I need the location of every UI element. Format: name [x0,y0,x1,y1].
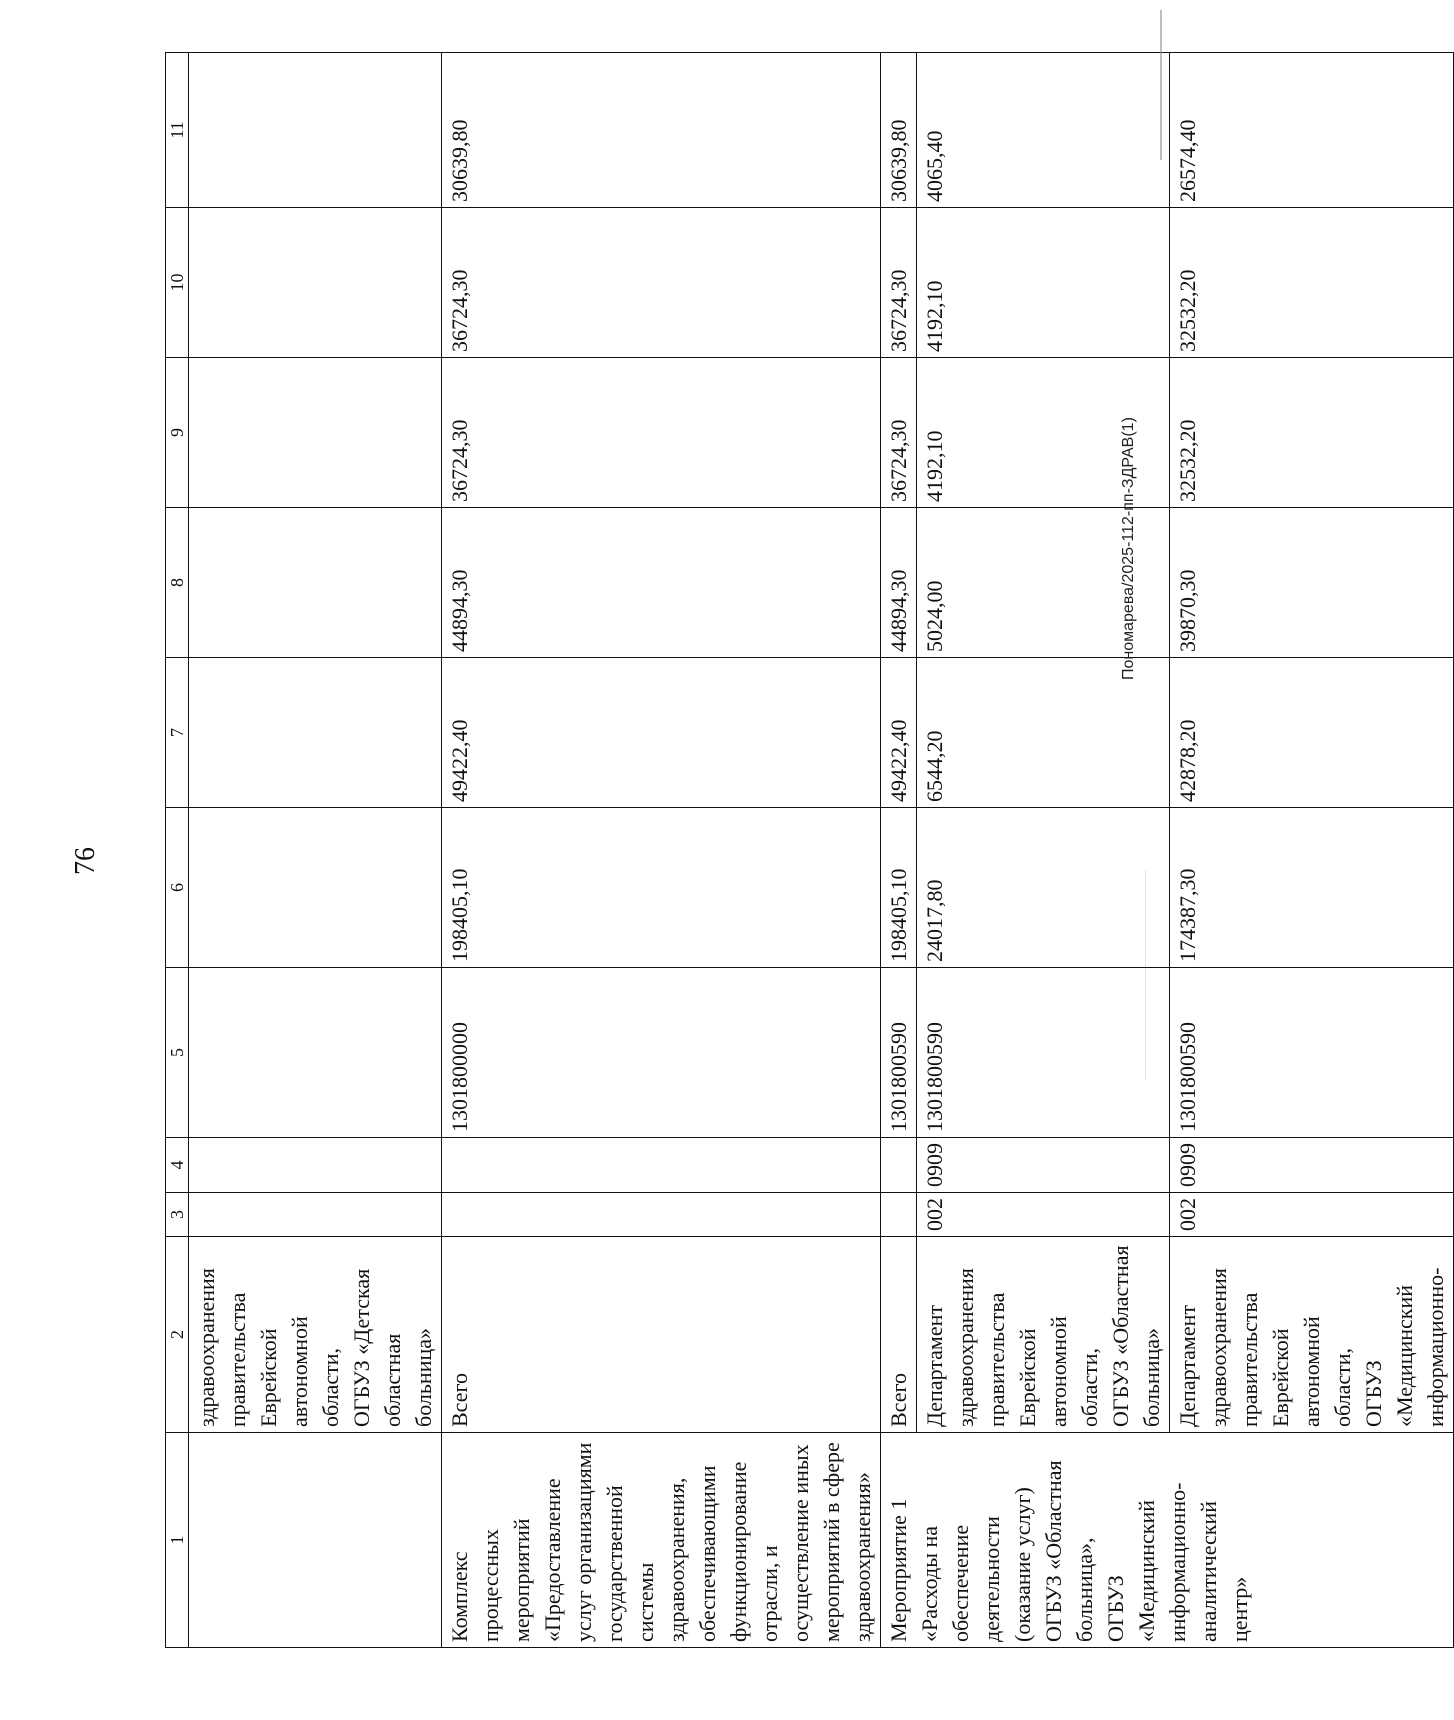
table-row [881,53,917,1648]
table-cell: 24017,80 [917,808,1170,968]
table-cell: Мероприятие 1 «Расходы на обеспечение деятельности (оказание услуг) ОГБУЗ «Областная больница», ОГБУЗ «Медицинский информационно- аналитический центр» [881,1433,1454,1648]
table-cell: 42878,20 [1170,658,1454,808]
table-cell [189,968,442,1138]
table-cell: 198405,10 [442,808,881,968]
table-cell: Всего [442,1237,881,1433]
table-cell [189,658,442,808]
table-cell [189,508,442,658]
column-header: 4 [166,1138,189,1193]
table-cell: 39870,30 [1170,508,1454,658]
column-header: 5 [166,968,189,1138]
table-cell: 36724,30 [442,208,881,358]
scan-artifact [1145,870,1146,1080]
scan-artifact [1160,10,1162,160]
table-cell [881,1193,917,1237]
table-cell: 0909 [917,1138,1170,1193]
column-header: 7 [166,658,189,808]
table-row [189,53,442,1648]
table-cell: 49422,40 [881,658,917,808]
table-cell [442,1138,881,1193]
table-cell: 1301800590 [1170,968,1454,1138]
table-cell: 36724,30 [881,358,917,508]
table-cell: 32532,20 [1170,358,1454,508]
table-cell [189,208,442,358]
table-cell: 002 [1170,1193,1454,1237]
table-cell: 174387,30 [1170,808,1454,968]
table-row [442,53,881,1648]
table-cell: 30639,80 [881,53,917,208]
page-number: 76 [70,847,101,875]
table-cell: 30639,80 [442,53,881,208]
table-cell: 1301800590 [917,968,1170,1138]
column-header: 1 [166,1433,189,1648]
column-header: 11 [166,53,189,208]
table-row [1170,53,1454,1648]
column-header: 3 [166,1193,189,1237]
table-cell [189,1138,442,1193]
table-cell: Департамент здравоохранения правительства Еврейской автономной области, ОГБУЗ «Медицинский информационно- [1170,1237,1454,1433]
table-cell: 49422,40 [442,658,881,808]
table-cell: здравоохранения правительства Еврейской автономной области, ОГБУЗ «Детская областная больница» [189,1237,442,1433]
table-cell [189,358,442,508]
table-cell: 26574,40 [1170,53,1454,208]
table-cell [881,1138,917,1193]
document-code: Пономарева/2025-112-пп-ЗДРАВ(1) [1120,417,1137,680]
column-header: 9 [166,358,189,508]
table-cell: 44894,30 [881,508,917,658]
table-cell [189,1193,442,1237]
table-cell: 1301800590 [881,968,917,1138]
table-cell: 36724,30 [881,208,917,358]
table-cell: 6544,20 [917,658,1170,808]
table-cell [189,53,442,208]
table-cell: 0909 [1170,1138,1454,1193]
table-cell: 36724,30 [442,358,881,508]
table-cell [442,1193,881,1237]
table-cell: 5024,00 [917,508,1170,658]
table-cell: 1301800000 [442,968,881,1138]
table-cell: 32532,20 [1170,208,1454,358]
table-cell: 4065,40 [917,53,1170,208]
table-cell [189,1433,442,1648]
table-row [917,53,1170,1648]
column-header: 8 [166,508,189,658]
column-header: 2 [166,1237,189,1433]
table-cell: 4192,10 [917,358,1170,508]
table-cell: 4192,10 [917,208,1170,358]
column-header: 6 [166,808,189,968]
budget-table [165,52,1454,1648]
table-cell: 002 [917,1193,1170,1237]
table-cell: Всего [881,1237,917,1433]
column-header: 10 [166,208,189,358]
table-cell: Комплекс процессных мероприятий «Предоставление услуг организациями государственной системы здравоохранения, обеспечивающими функционирование отрасли, и осуществление иных мероприятий в сфере здравоохранения» [442,1433,881,1648]
table-cell [189,808,442,968]
table-cell: Департамент здравоохранения правительства Еврейской автономной области, ОГБУЗ «Областная больница» [917,1237,1170,1433]
table-cell: 44894,30 [442,508,881,658]
table-cell: 198405,10 [881,808,917,968]
column-number-row [166,53,189,1648]
